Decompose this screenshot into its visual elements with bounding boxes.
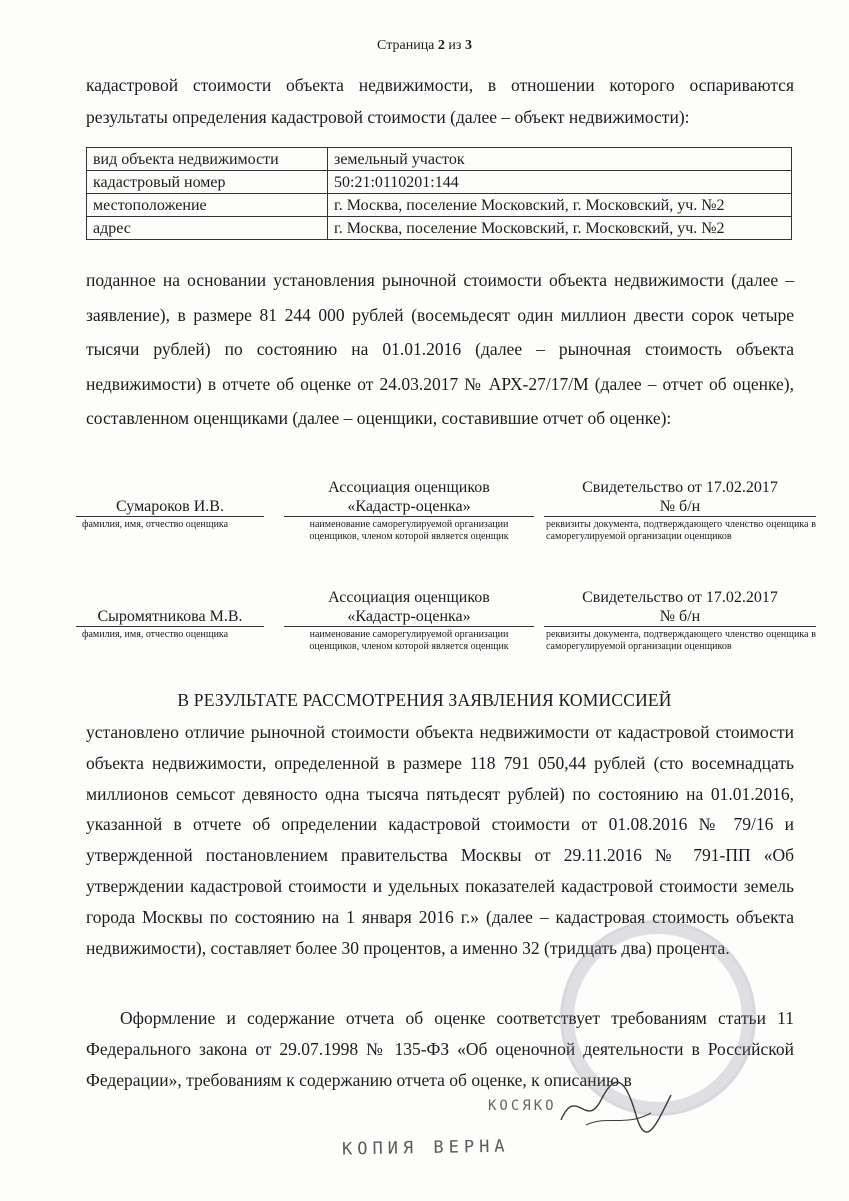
table-row bbox=[87, 148, 792, 171]
appraiser-certificate-caption: реквизиты документа, подтверждающего членство оценщика в саморегулируемой организации оценщиков bbox=[546, 519, 816, 542]
copy-certified-stamp: КОПИЯ ВЕРНА bbox=[341, 1136, 510, 1160]
compliance-paragraph: Оформление и содержание отчета об оценке соответствует требованиям статьи 11 Федерального закона от 29.07.1998 № 135-ФЗ «Об оценочной деятельности в Российской Федерации», требованиям к содержанию отчета об оценке, к описанию в bbox=[86, 1008, 794, 1090]
handwritten-signature-icon bbox=[556, 1075, 676, 1135]
table-row bbox=[87, 217, 792, 240]
application-paragraph: поданное на основании установления рыночной стоимости объекта недвижимости (далее – заявление), в размере 81 244 000 рублей (восемьдесят один миллион двести сорок четыре тысячи рублей) по состоянию на 01.01.2016 (далее – рыночная стоимость объекта недвижимости) в отчете об оценке от 24.03.2017 № АРХ-27/17/М (далее – отчет об оценке), составленном оценщиками (далее – оценщики, составившие отчет об оценке): bbox=[86, 270, 794, 428]
table-row bbox=[87, 171, 792, 194]
table-key: местоположение bbox=[87, 194, 328, 217]
appraiser-certificate: Свидетельство от 17.02.2017 № б/н bbox=[544, 478, 816, 517]
appraiser-name: Сыромятникова М.В. bbox=[76, 588, 264, 627]
appraiser-org: Ассоциация оценщиков «Кадастр-оценка» bbox=[284, 588, 534, 627]
table-key: кадастровый номер bbox=[87, 171, 328, 194]
appraiser-org-caption: наименование саморегулируемой организации оценщиков, членом которой является оценщик bbox=[309, 519, 509, 542]
appraiser-name-caption: фамилия, имя, отчество оценщика bbox=[82, 519, 229, 530]
appraiser-certificate-caption: реквизиты документа, подтверждающего членство оценщика в саморегулируемой организации оценщиков bbox=[546, 629, 816, 652]
object-table bbox=[86, 147, 792, 240]
table-value: 50:21:0110201:144 bbox=[328, 171, 792, 194]
table-value: г. Москва, поселение Московский, г. Московский, уч. №2 bbox=[328, 194, 792, 217]
intro-paragraph: кадастровой стоимости объекта недвижимости, в отношении которого оспариваются результаты определения кадастровой стоимости (далее – объект недвижимости): bbox=[86, 75, 794, 127]
page-number: Страница 2 из 3 bbox=[377, 38, 472, 53]
result-heading: В РЕЗУЛЬТАТЕ РАССМОТРЕНИЯ ЗАЯВЛЕНИЯ КОМИССИЕЙ bbox=[177, 690, 672, 710]
table-value: земельный участок bbox=[328, 148, 792, 171]
appraiser-org-caption: наименование саморегулируемой организации оценщиков, членом которой является оценщик bbox=[309, 629, 509, 652]
appraiser-org: Ассоциация оценщиков «Кадастр-оценка» bbox=[284, 478, 534, 517]
table-key: вид объекта недвижимости bbox=[87, 148, 328, 171]
result-paragraph: установлено отличие рыночной стоимости объекта недвижимости от кадастровой стоимости объекта недвижимости, определенной в размере 118 791 050,44 рублей (сто восемнадцать миллионов семьсот девяносто одна тысяча пятьдесят рублей) по состоянию на 01.01.2016, указанной в отчете об определении кадастровой стоимости от 01.08.2016 № 79/16 и утвержденной постановлением правительства Москвы от 29.11.2016 № 791-ПП «Об утверждении кадастровой стоимости и удельных показателей кадастровой стоимости земель города Москвы по состоянию на 1 января 2016 г.» (далее – кадастровая стоимость объекта недвижимости), составляет более 30 процентов, а именно 32 (тридцать два) процента. bbox=[86, 722, 794, 958]
surname-stamp: КОСЯКО bbox=[488, 1098, 557, 1114]
table-value: г. Москва, поселение Московский, г. Московский, уч. №2 bbox=[328, 217, 792, 240]
appraiser-name-caption: фамилия, имя, отчество оценщика bbox=[82, 629, 229, 640]
appraiser-certificate: Свидетельство от 17.02.2017 № б/н bbox=[544, 588, 816, 627]
table-key: адрес bbox=[87, 217, 328, 240]
appraiser-name: Сумароков И.В. bbox=[76, 478, 264, 517]
table-row bbox=[87, 194, 792, 217]
